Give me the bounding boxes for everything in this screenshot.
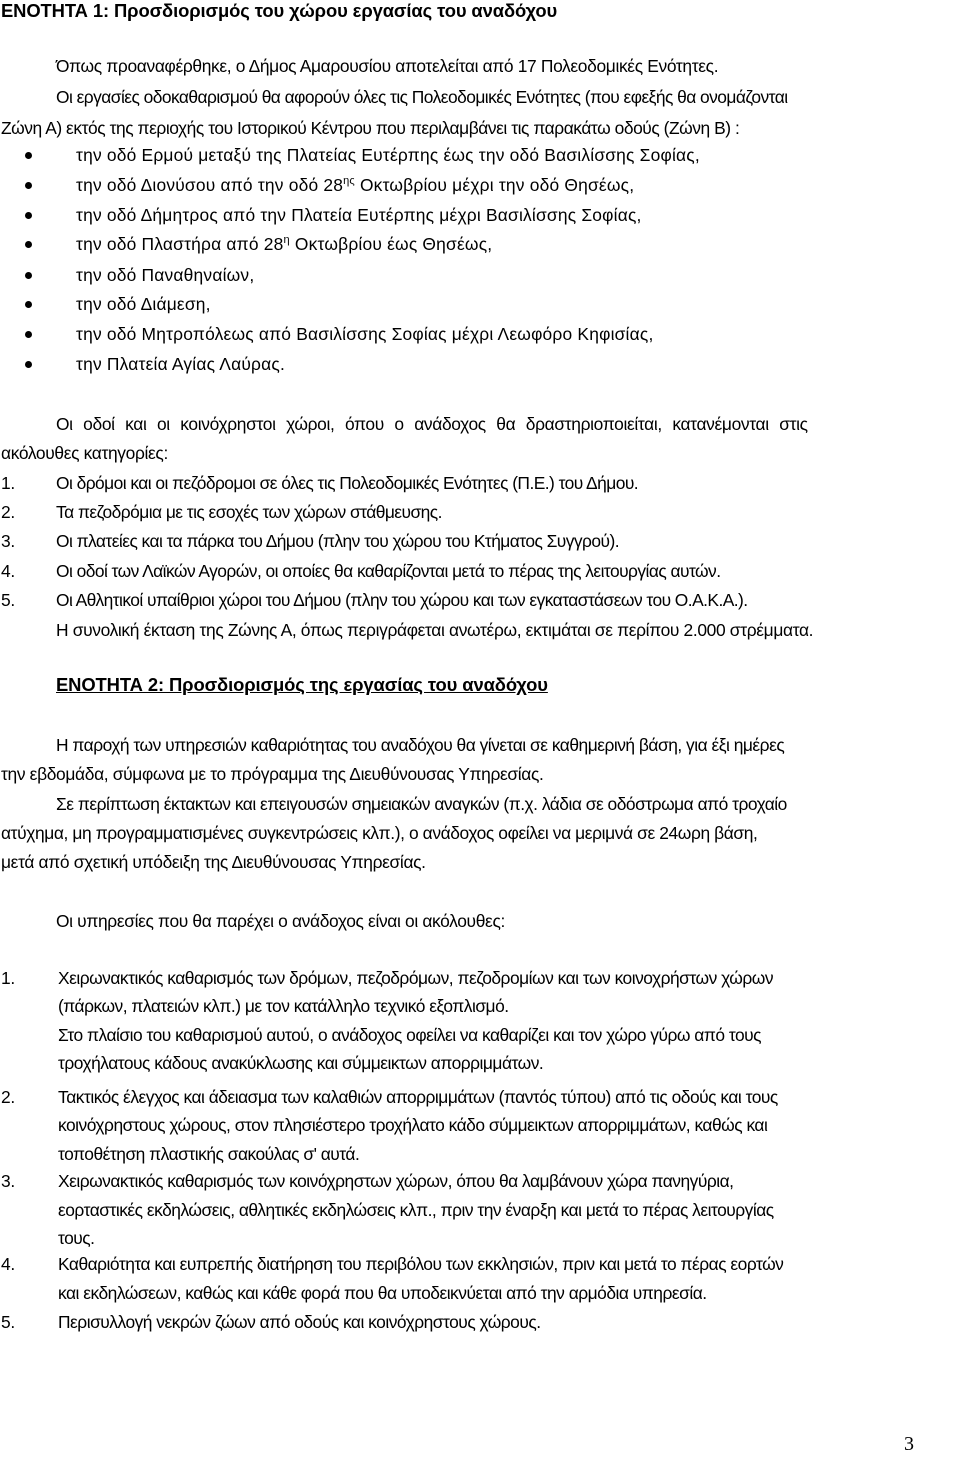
service-text-line: Καθαριότητα και ευπρεπής διατήρηση του περιβόλου των εκκλησιών, πριν και μετά το πέρας εορτών <box>58 1254 784 1274</box>
service-text-line: κοινόχρηστους χώρους, στον πλησιέστερο τροχήλατο κάδο σύμμεικτων απορριμμάτων, καθώς και <box>58 1115 768 1135</box>
bullet-icon <box>25 241 32 248</box>
section2-heading: ΕΝΟΤΗΤΑ 2: Προσδιορισμός της εργασίας του αναδόχου <box>56 674 548 695</box>
service-text-line: Περισυλλογή νεκρών ζώων από οδούς και κοινόχρηστους χώρους. <box>58 1312 541 1332</box>
emergency-paragraph-line-1: Σε περίπτωση έκτακτων και επειγουσών σημειακών αναγκών (π.χ. λάδια σε οδόστρωμα από τροχαίο <box>56 794 787 814</box>
street-text-main: την οδό Παναθηναίων, <box>76 265 255 285</box>
category-text: Οι δρόμοι και οι πεζόδρομοι σε όλες τις Πολεοδομικές Ενότητες (Π.Ε.) του Δήμου. <box>56 473 639 493</box>
service-number: 1. <box>1 968 15 988</box>
service-text-line: τοποθέτηση πλαστικής σακούλας σ' αυτά. <box>58 1144 360 1164</box>
street-text-rest: Οκτωβρίου μέχρι την οδό Θησέως, <box>354 175 635 195</box>
bullet-icon <box>25 361 32 368</box>
service-text-line: Χειρωνακτικός καθαρισμός των κοινόχρηστων χώρων, όπου θα λαμβάνουν χώρα πανηγύρια, <box>58 1171 734 1191</box>
street-text <box>76 264 254 286</box>
page-number: 3 <box>904 1433 914 1455</box>
bullet-icon <box>25 331 32 338</box>
bullet-icon <box>25 182 32 189</box>
service-text-line: Στο πλαίσιο του καθαρισμού αυτού, ο ανάδοχος οφείλει να καθαρίζει και τον χώρο γύρω από τους <box>58 1025 762 1045</box>
intro-paragraph-1: Όπως προαναφέρθηκε, ο Δήμος Αμαρουσίου αποτελείται από 17 Πολεοδομικές Ενότητες. <box>56 56 719 76</box>
category-text: Οι πλατείες και τα πάρκα του Δήμου (πλην του χώρου του Κτήματος Συγγρού). <box>56 531 619 551</box>
street-text <box>76 353 285 375</box>
service-text-line: (πάρκων, πλατειών κλπ.) με τον κατάλληλο τεχνικό εξοπλισμό. <box>58 996 509 1016</box>
street-text-main: την οδό Πλαστήρα από 28 <box>76 234 284 254</box>
emergency-paragraph-line-3: μετά από σχετική υπόδειξη της Διευθύνουσας Υπηρεσίας. <box>1 852 426 872</box>
service-number: 4. <box>1 1254 15 1274</box>
bullet-icon <box>25 212 32 219</box>
service-text-line: εορταστικές εκδηλώσεις, αθλητικές εκδηλώσεις κλπ., πριν την έναρξη και μετά το πέρας λειτουργίας <box>58 1200 774 1220</box>
ordinal-suffix: ης <box>343 175 355 187</box>
street-text-main: την οδό Διονύσου από την οδό 28 <box>76 175 344 195</box>
intro-paragraph-2-line-2: Ζώνη Α) εκτός της περιοχής του Ιστορικού Κέντρου που περιλαμβάνει τις παρακάτω οδούς (Ζώνη Β) : <box>1 118 740 138</box>
category-number: 4. <box>1 561 15 581</box>
street-text-main: την οδό Μητροπόλεως από Βασιλίσσης Σοφίας μέχρι Λεωφόρο Κηφισίας, <box>76 324 654 344</box>
intro-paragraph-2-line-1: Οι εργασίες οδοκαθαρισμού θα αφορούν όλες τις Πολεοδομικές Ενότητες (που εφεξής θα ονομάζονται <box>56 87 788 107</box>
bullet-icon <box>25 301 32 308</box>
ordinal-suffix: η <box>283 234 290 246</box>
category-number: 3. <box>1 531 15 551</box>
service-number: 3. <box>1 1171 15 1191</box>
category-text: Οι οδοί των Λαϊκών Αγορών, οι οποίες θα καθαρίζονται μετά το πέρας της λειτουργίας αυτών. <box>56 561 721 581</box>
service-number: 5. <box>1 1312 15 1332</box>
service-number: 2. <box>1 1087 15 1107</box>
service-text-line: τροχήλατους κάδους ανακύκλωσης και σύμμεικτων απορριμμάτων. <box>58 1053 544 1073</box>
section1-heading: ΕΝΟΤΗΤΑ 1: Προσδιορισμός του χώρου εργασίας του αναδόχου <box>1 0 558 21</box>
category-text: Οι Αθλητικοί υπαίθριοι χώροι του Δήμου (πλην του χώρου και των εγκαταστάσεων του Ο.Α.Κ.Α.). <box>56 590 748 610</box>
service-text-line: Τακτικός έλεγχος και άδειασμα των καλαθιών απορριμμάτων (παντός τύπου) από τις οδούς και τους <box>58 1087 778 1107</box>
street-text <box>76 323 654 345</box>
service-text-line: και εκδηλώσεων, καθώς και κάθε φορά που θα υποδεικνύεται από την αρμόδια υπηρεσία. <box>58 1283 707 1303</box>
category-text: Τα πεζοδρόμια με τις εσοχές των χώρων στάθμευσης. <box>56 502 442 522</box>
emergency-paragraph-line-2: ατύχημα, μη προγραμματισμένες συγκεντρώσεις κλπ.), ο ανάδοχος οφείλει να μεριμνά σε 24ωρη βάση, <box>1 823 758 843</box>
street-text-main: την Πλατεία Αγίας Λαύρας. <box>76 354 286 374</box>
bullet-icon <box>25 272 32 279</box>
schedule-paragraph-line-2: την εβδομάδα, σύμφωνα με το πρόγραμμα της Διευθύνουσας Υπηρεσίας. <box>1 764 544 784</box>
street-text-main: την οδό Ερμού μεταξύ της Πλατείας Ευτέρπης έως την οδό Βασιλίσσης Σοφίας, <box>76 145 700 165</box>
categories-intro-line-2: ακόλουθες κατηγορίες: <box>1 443 168 463</box>
services-intro: Οι υπηρεσίες που θα παρέχει ο ανάδοχος είναι οι ακόλουθες: <box>56 911 505 931</box>
category-number: 1. <box>1 473 15 493</box>
schedule-paragraph-line-1: Η παροχή των υπηρεσιών καθαριότητας του αναδόχου θα γίνεται σε καθημερινή βάση, για έξι ημέρες <box>56 735 785 755</box>
category-number: 2. <box>1 502 15 522</box>
street-text <box>76 174 634 196</box>
bullet-icon <box>25 152 32 159</box>
street-text <box>76 144 700 166</box>
street-text-main: την οδό Διάμεση, <box>76 294 211 314</box>
street-text-main: την οδό Δήμητρος από την Πλατεία Ευτέρπης μέχρι Βασιλίσσης Σοφίας, <box>76 205 642 225</box>
total-area-statement: Η συνολική έκταση της Ζώνης Α, όπως περιγράφεται ανωτέρω, εκτιμάται σε περίπου 2.000 στρέμματα. <box>56 620 814 640</box>
street-text-rest: Οκτωβρίου έως Θησέως, <box>289 234 493 254</box>
category-number: 5. <box>1 590 15 610</box>
service-text-line: Χειρωνακτικός καθαρισμός των δρόμων, πεζοδρόμων, πεζοδρομίων και των κοινοχρήστων χώρων <box>58 968 774 988</box>
service-text-line: τους. <box>58 1228 95 1248</box>
street-text <box>76 293 211 315</box>
street-text <box>76 204 642 226</box>
categories-intro-line-1: Οι οδοί και οι κοινόχρηστοι χώροι, όπου ο ανάδοχος θα δραστηριοποιείται, κατανέμονται στις <box>56 414 808 434</box>
street-text <box>76 233 492 255</box>
